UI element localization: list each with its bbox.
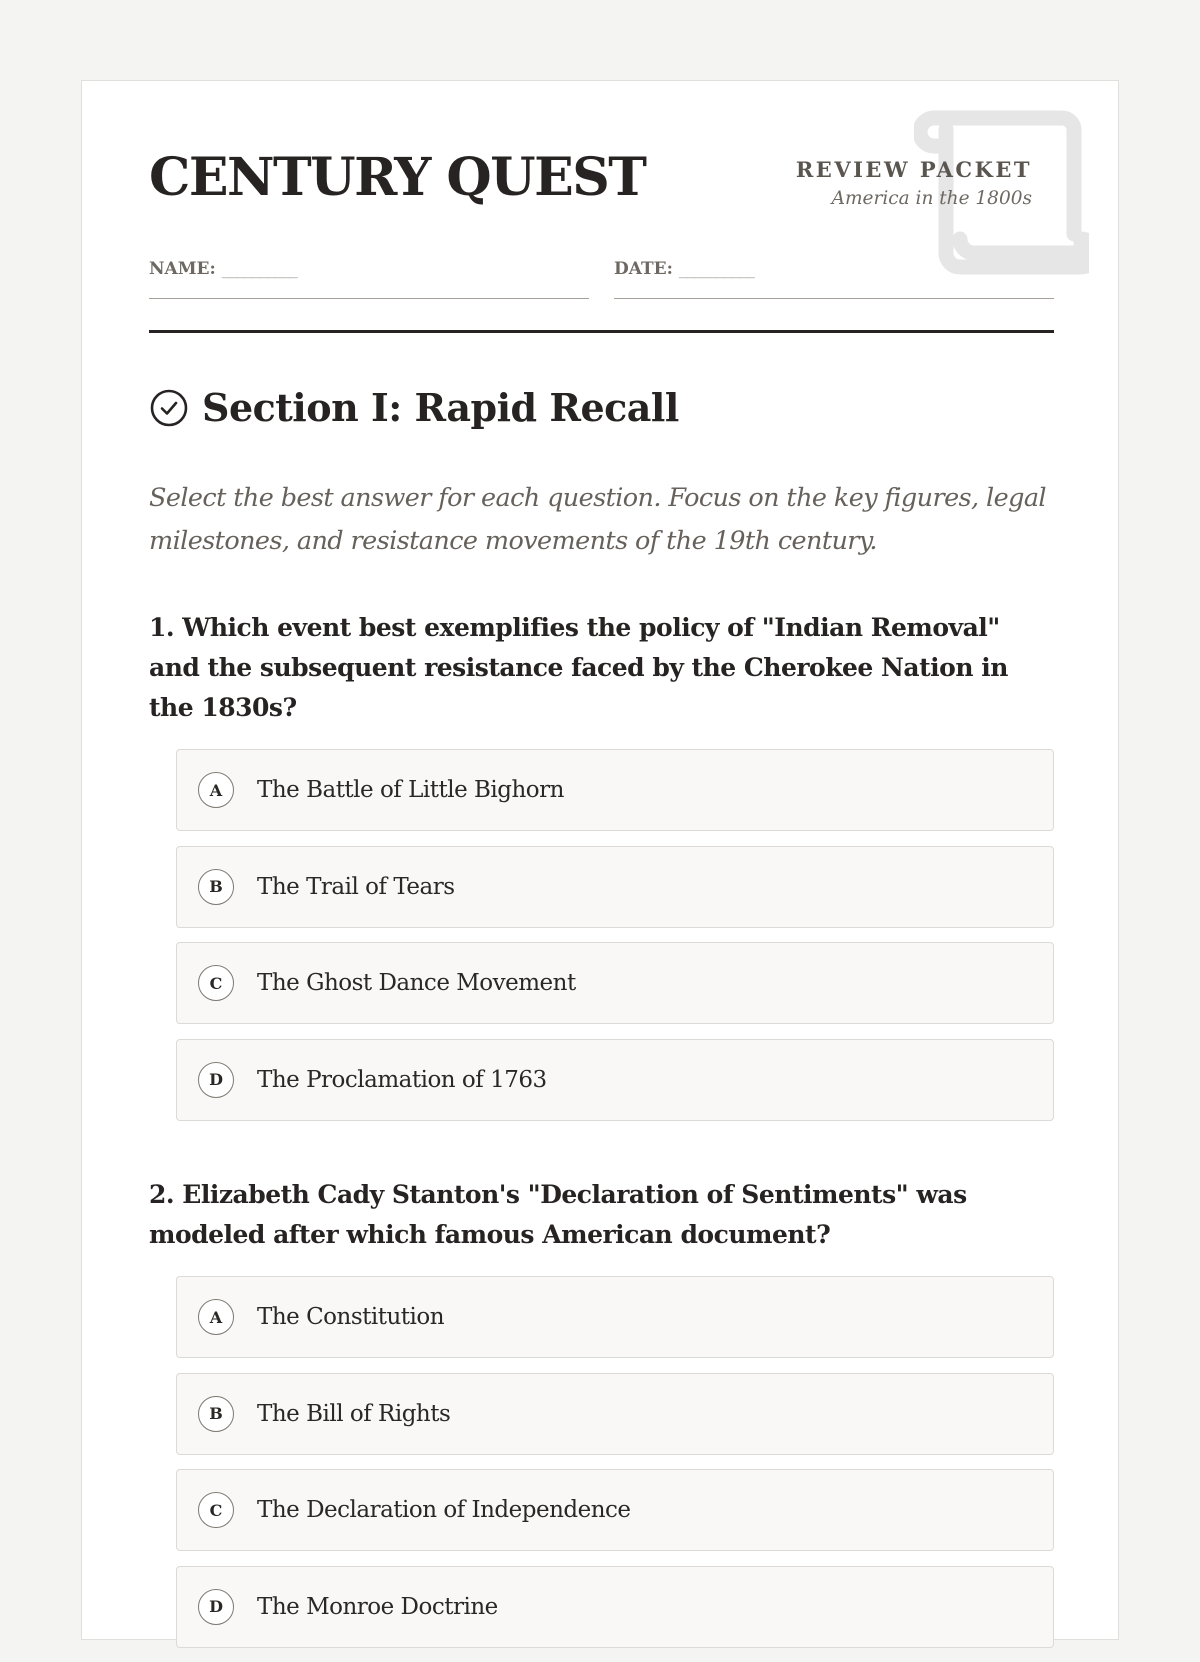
question-1-option-b[interactable] <box>176 846 1054 928</box>
question-1-options <box>176 749 1054 1135</box>
option-text: The Proclamation of 1763 <box>257 1066 547 1093</box>
packet-heading <box>796 157 1032 209</box>
date-label: DATE: <box>614 259 673 279</box>
section-instructions: Select the best answer for each question. Focus on the key figures, legal milestones, and resistance movements of the 19th century. <box>149 483 1046 556</box>
worksheet-title: CENTURY QUEST <box>149 147 646 208</box>
option-text: The Battle of Little Bighorn <box>257 777 564 803</box>
question-1-option-c[interactable] <box>176 942 1054 1024</box>
option-text: The Bill of Rights <box>257 1400 451 1427</box>
question-2-option-c[interactable] <box>176 1469 1054 1551</box>
date-field[interactable] <box>614 259 1054 299</box>
question-2-option-d[interactable] <box>176 1566 1054 1648</box>
option-text: The Declaration of Independence <box>257 1497 631 1523</box>
option-letter-badge: C <box>198 1492 234 1528</box>
option-letter-badge: B <box>198 869 234 905</box>
packet-subtitle: America in the 1800s <box>831 188 1032 209</box>
question-2-option-b[interactable] <box>176 1373 1054 1455</box>
option-letter-badge: B <box>198 1396 234 1432</box>
question-1-option-a[interactable] <box>176 749 1054 831</box>
name-label: NAME: <box>149 259 216 279</box>
question-2-option-a[interactable] <box>176 1276 1054 1358</box>
worksheet-page <box>81 80 1119 1640</box>
date-blank: __________ <box>678 259 754 279</box>
question-1-option-d[interactable] <box>176 1039 1054 1121</box>
header-divider <box>149 330 1054 333</box>
option-letter-badge: A <box>198 772 234 808</box>
option-text: The Monroe Doctrine <box>257 1593 498 1620</box>
name-field[interactable] <box>149 259 589 299</box>
question-2-options <box>176 1276 1054 1662</box>
option-text: The Constitution <box>257 1304 445 1330</box>
option-letter-badge: D <box>198 1589 234 1625</box>
section-heading <box>149 385 679 430</box>
section-title: Section I: Rapid Recall <box>202 385 679 430</box>
option-letter-badge: C <box>198 965 234 1001</box>
name-blank: __________ <box>221 259 297 279</box>
question-1-prompt: 1. Which event best exemplifies the policy of "Indian Removal" and the subsequent resistance faced by the Cherokee Nation in the 1830s? <box>149 613 1008 722</box>
question-2-prompt: 2. Elizabeth Cady Stanton's "Declaration of Sentiments" was modeled after which famous American document? <box>149 1180 967 1249</box>
check-circle-icon <box>149 388 189 428</box>
option-letter-badge: D <box>198 1062 234 1098</box>
option-text: The Ghost Dance Movement <box>257 970 576 996</box>
option-text: The Trail of Tears <box>257 873 455 900</box>
packet-label: REVIEW PACKET <box>795 157 1032 182</box>
option-letter-badge: A <box>198 1299 234 1335</box>
